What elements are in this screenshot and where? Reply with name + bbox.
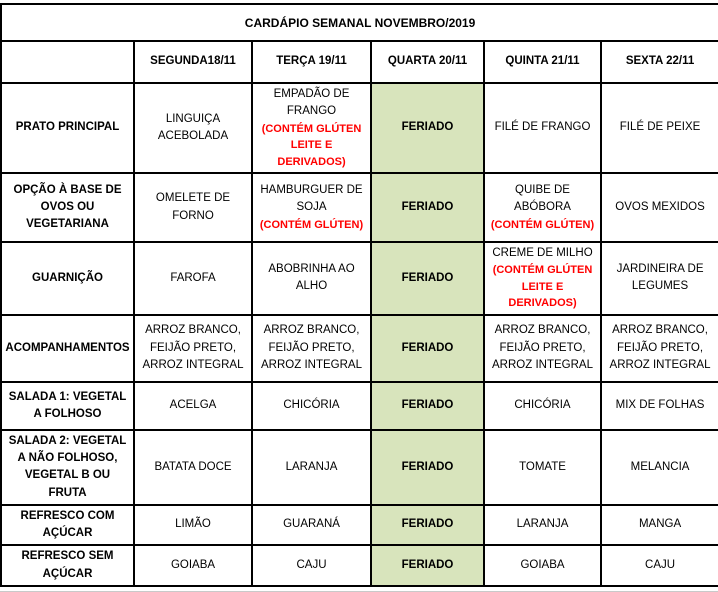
menu-item-text: MANGA: [638, 518, 682, 531]
row-label: OPÇÃO À BASE DE OVOS OU VEGETARIANA: [1, 173, 134, 242]
menu-item-text: CAJU: [296, 558, 327, 571]
menu-row: [1, 430, 718, 505]
holiday-cell: [371, 505, 484, 546]
menu-cell: [601, 430, 718, 505]
holiday-cell: [371, 545, 484, 586]
menu-cell: [601, 173, 718, 242]
menu-cell: [484, 242, 601, 315]
menu-item-text: ARROZ BRANCO, FEIJÃO PRETO, ARROZ INTEGRAL: [609, 324, 711, 371]
menu-cell: [484, 505, 601, 546]
menu-row: [1, 242, 718, 315]
menu-item-text: FERIADO: [401, 518, 454, 531]
menu-item-text: CAJU: [645, 558, 676, 571]
menu-item-text: FERIADO: [401, 558, 454, 571]
menu-cell: [601, 505, 718, 546]
menu-item-text: LARANJA: [285, 460, 338, 473]
day-header-row: [1, 41, 718, 83]
title-row: [1, 4, 718, 41]
allergen-warning: (CONTÉM GLÚTEN LEITE E DERIVADOS): [261, 122, 362, 168]
row-label: SALADA 2: VEGETAL A NÃO FOLHOSO, VEGETAL B OU FRUTA: [1, 430, 134, 505]
menu-cell: [601, 242, 718, 315]
menu-cell: [484, 315, 601, 382]
menu-cell: [134, 545, 252, 586]
holiday-cell: [371, 382, 484, 430]
table-title: CARDÁPIO SEMANAL NOVEMBRO/2019: [1, 4, 718, 41]
menu-item-text: GUARANÁ: [283, 518, 340, 531]
day-header: SEGUNDA18/11: [134, 41, 252, 83]
menu-row: [1, 315, 718, 382]
menu-cell: [601, 83, 718, 173]
row-label: SALADA 1: VEGETAL A FOLHOSO: [1, 382, 134, 430]
menu-cell: [601, 382, 718, 430]
menu-item-text: GOIABA: [170, 558, 216, 571]
allergen-warning: (CONTÉM GLÚTEN): [259, 218, 364, 231]
menu-cell: [484, 382, 601, 430]
menu-row: [1, 83, 718, 173]
menu-cell: [484, 173, 601, 242]
menu-cell: [601, 545, 718, 586]
menu-item-text: GOIABA: [520, 558, 565, 571]
holiday-cell: [371, 173, 484, 242]
holiday-cell: [371, 315, 484, 382]
menu-row: [1, 505, 718, 546]
menu-item-text: CREME DE MILHO: [492, 247, 593, 259]
menu-item-text: JARDINEIRA DE LEGUMES: [616, 263, 704, 293]
menu-cell: [252, 430, 371, 505]
menu-item-text: FERIADO: [401, 200, 454, 213]
menu-cell: [134, 83, 252, 173]
menu-row: [1, 545, 718, 586]
row-label: ACOMPANHAMENTOS: [1, 315, 134, 382]
row-label: REFRESCO COM AÇÚCAR: [1, 505, 134, 546]
menu-cell: [252, 242, 371, 315]
menu-cell: [252, 315, 371, 382]
menu-item-text: FERIADO: [401, 341, 454, 354]
menu-item-text: BATATA DOCE: [154, 460, 232, 473]
menu-item-text: FERIADO: [401, 399, 454, 412]
row-label: PRATO PRINCIPAL: [1, 83, 134, 173]
corner-cell: [1, 41, 134, 83]
allergen-warning: (CONTÉM GLÚTEN LEITE E DERIVADOS): [492, 264, 593, 310]
menu-cell: [252, 382, 371, 430]
menu-item-text: CHICÓRIA: [514, 399, 571, 412]
menu-item-text: EMPADÃO DE FRANGO: [273, 88, 350, 118]
holiday-cell: [371, 242, 484, 315]
menu-cell: [134, 505, 252, 546]
allergen-warning: (CONTÉM GLÚTEN): [490, 218, 595, 231]
menu-cell: [252, 173, 371, 242]
menu-cell: [134, 382, 252, 430]
day-header: QUINTA 21/11: [484, 41, 601, 83]
day-header: QUARTA 20/11: [371, 41, 484, 83]
menu-row: [1, 173, 718, 242]
menu-cell: [484, 545, 601, 586]
menu-item-text: FERIADO: [401, 121, 454, 134]
menu-cell: [252, 505, 371, 546]
weekly-menu-table: [0, 3, 718, 587]
menu-item-text: LARANJA: [516, 518, 569, 531]
menu-cell: [134, 430, 252, 505]
menu-cell: [134, 242, 252, 315]
day-header: SEXTA 22/11: [601, 41, 718, 83]
menu-cell: [601, 315, 718, 382]
menu-cell: [252, 83, 371, 173]
menu-cell: [484, 83, 601, 173]
menu-row: [1, 382, 718, 430]
menu-item-text: HAMBURGUER DE SOJA: [260, 184, 363, 214]
menu-item-text: ACELGA: [169, 399, 217, 412]
menu-item-text: FILÉ DE FRANGO: [494, 121, 591, 134]
menu-item-text: CHICÓRIA: [283, 399, 340, 412]
menu-cell: [134, 173, 252, 242]
menu-item-text: LINGUIÇA ACEBOLADA: [157, 112, 229, 142]
holiday-cell: [371, 83, 484, 173]
menu-item-text: MELANCIA: [630, 460, 690, 473]
row-label: GUARNIÇÃO: [1, 242, 134, 315]
menu-item-text: FILÉ DE PEIXE: [619, 121, 701, 134]
menu-item-text: TOMATE: [519, 460, 566, 473]
menu-item-text: FAROFA: [170, 271, 216, 284]
menu-item-text: LIMÃO: [175, 518, 211, 531]
holiday-cell: [371, 430, 484, 505]
menu-item-text: FERIADO: [401, 271, 454, 284]
day-header: TERÇA 19/11: [252, 41, 371, 83]
menu-cell: [252, 545, 371, 586]
menu-item-text: OVOS MEXIDOS: [615, 200, 705, 213]
menu-item-text: ARROZ BRANCO, FEIJÃO PRETO, ARROZ INTEGRAL: [142, 324, 244, 371]
menu-item-text: OMELETE DE FORNO: [155, 192, 231, 222]
menu-item-text: ABOBRINHA AO ALHO: [268, 263, 355, 293]
menu-cell: [484, 430, 601, 505]
menu-item-text: MIX DE FOLHAS: [615, 399, 705, 412]
menu-cell: [134, 315, 252, 382]
menu-item-text: FERIADO: [401, 460, 454, 473]
menu-item-text: ARROZ BRANCO, FEIJÃO PRETO, ARROZ INTEGRAL: [492, 324, 593, 371]
menu-item-text: ARROZ BRANCO, FEIJÃO PRETO, ARROZ INTEGRAL: [261, 324, 362, 371]
menu-item-text: QUIBE DE ABÓBORA: [514, 184, 571, 214]
row-label: REFRESCO SEM AÇÚCAR: [1, 545, 134, 586]
